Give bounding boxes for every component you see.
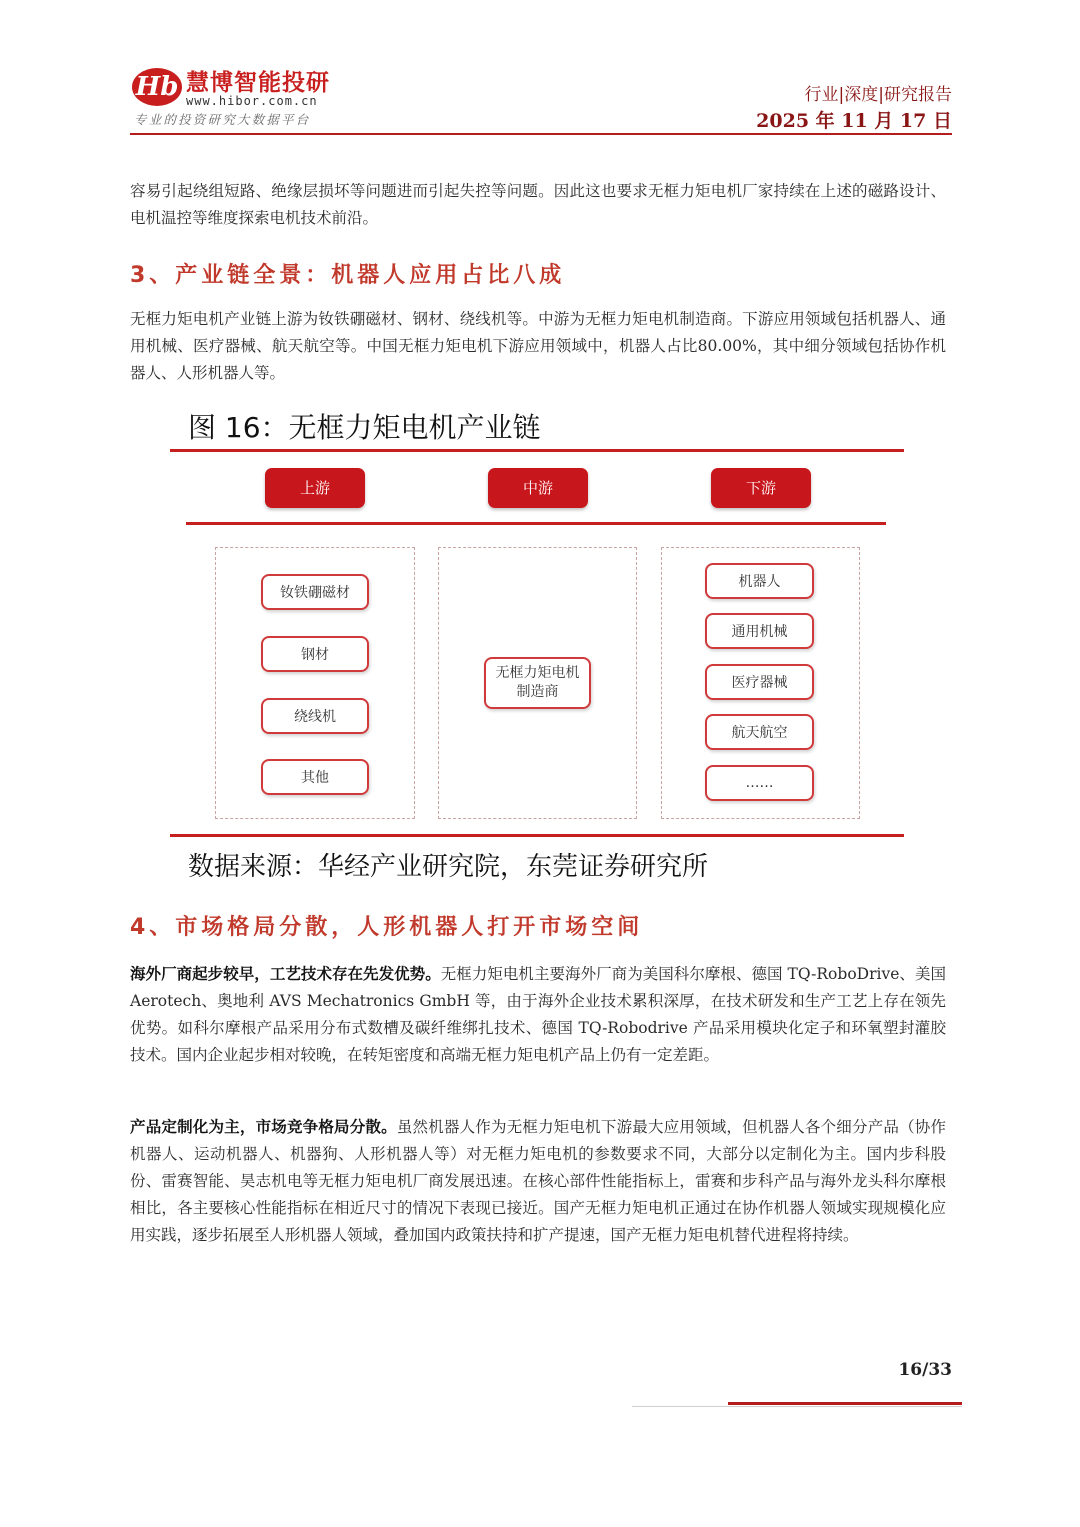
header-divider	[130, 133, 952, 135]
logo-url: www.hibor.com.cn	[186, 94, 318, 108]
figure-top-rule	[170, 449, 904, 452]
section-4-heading: 4、市场格局分散，人形机器人打开市场空间	[130, 915, 644, 940]
section-4-paragraph-2	[130, 1113, 946, 1249]
node-other: 其他	[261, 759, 369, 795]
logo-slogan: 专业的投资研究大数据平台	[134, 112, 311, 127]
figure-stage-rule	[186, 522, 886, 525]
node-frameless-motor-manufacturer	[484, 657, 591, 709]
stage-upstream: 上游	[265, 468, 365, 508]
figure-bottom-rule	[170, 834, 904, 837]
logo-title: 慧博智能投研	[186, 70, 330, 96]
node-more: ……	[705, 765, 814, 801]
node-winding-machine: 绕线机	[261, 698, 369, 734]
section-3-paragraph: 无框力矩电机产业链上游为钕铁硼磁材、钢材、绕线机等。中游为无框力矩电机制造商。下游应用领域包括机器人、通用机械、医疗器械、航天航空等。中国无框力矩电机下游应用领域中，机器人占比80.00%，其中细分领域包括协作机器人、人形机器人等。	[130, 310, 946, 382]
node-robot: 机器人	[705, 563, 814, 599]
node-steel: 钢材	[261, 636, 369, 672]
node-manufacturer-line2: 制造商	[516, 684, 559, 700]
paragraph-1-body: 无框力矩电机主要海外厂商为美国科尔摩根、德国 TQ-RoboDrive、美国 Aerotech、奥地利 AVS Mechatronics GmbH 等，由于海外企业技术累积深厚，在技术研发和生产工艺上存在领先优势。如科尔摩根产品采用分布式数槽及碳纤维绑扎技术、德国 TQ-Robodrive 产品采用模块化定子和环氧塑封灌胶技术。国内企业起步相对较晚，在转矩密度和高端无框力矩电机产品上仍有一定差距。	[130, 965, 946, 1064]
paragraph-1-lead: 海外厂商起步较早，工艺技术存在先发优势。	[130, 964, 441, 983]
page-number: 16/33	[898, 1360, 952, 1380]
node-manufacturer-line1: 无框力矩电机	[495, 665, 580, 681]
node-medical-devices: 医疗器械	[705, 664, 814, 700]
report-type: 行业|深度|研究报告	[804, 85, 952, 105]
intro-paragraph: 容易引起绕组短路、绝缘层损坏等问题进而引起失控等问题。因此这也要求无框力矩电机厂家持续在上述的磁路设计、电机温控等维度探索电机技术前沿。	[130, 182, 946, 227]
paragraph-2-lead: 产品定制化为主，市场竞争格局分散。	[130, 1117, 397, 1136]
figure-source: 数据来源：华经产业研究院，东莞证券研究所	[188, 852, 709, 882]
footer-rule-grey	[632, 1406, 962, 1407]
node-ndfeb-magnet: 钕铁硼磁材	[261, 574, 369, 610]
section-4-paragraph-1	[130, 960, 946, 1069]
logo-mark: Hb	[132, 68, 182, 106]
node-aerospace: 航天航空	[705, 714, 814, 750]
stage-downstream: 下游	[711, 468, 811, 508]
figure-title: 图 16：无框力矩电机产业链	[188, 411, 541, 444]
report-date: 2025 年 11 月 17 日	[756, 110, 952, 132]
paragraph-2-body: 虽然机器人作为无框力矩电机下游最大应用领域，但机器人各个细分产品（协作机器人、运动机器人、机器狗、人形机器人等）对无框力矩电机的参数要求不同，大部分以定制化为主。国内步科股份、雷赛智能、昊志机电等无框力矩电机厂商发展迅速。在核心部件性能指标上，雷赛和步科产品与海外龙头科尔摩根相比，各主要核心性能指标在相近尺寸的情况下表现已接近。国产无框力矩电机正通过在协作机器人领域实现规模化应用实践，逐步拓展至人形机器人领域，叠加国内政策扶持和扩产提速，国产无框力矩电机替代进程将持续。	[130, 1118, 946, 1244]
section-3-heading: 3、产业链全景：机器人应用占比八成	[130, 263, 566, 288]
stage-midstream: 中游	[488, 468, 588, 508]
footer-rule-red	[728, 1402, 962, 1405]
node-general-machinery: 通用机械	[705, 613, 814, 649]
